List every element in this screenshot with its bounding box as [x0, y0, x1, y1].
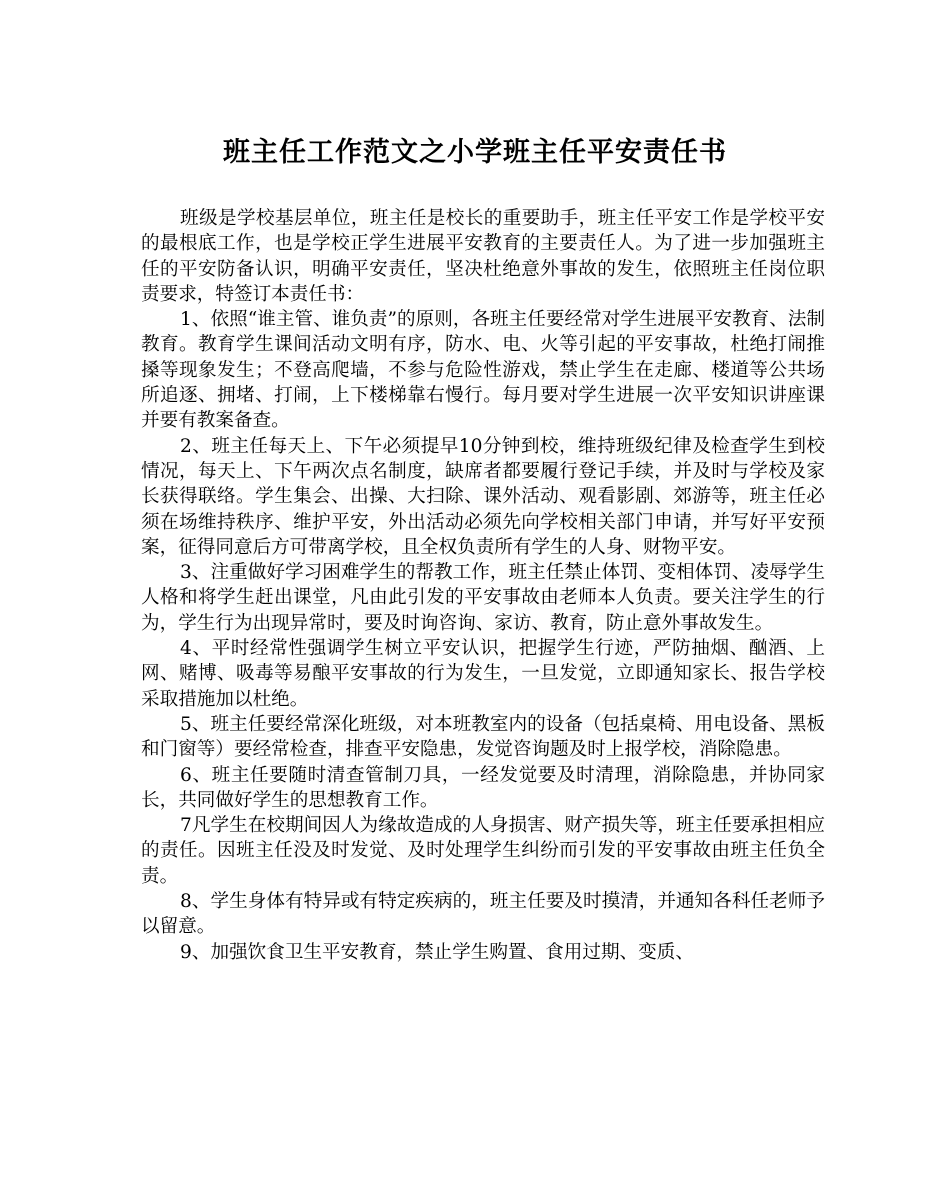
- document-title: 班主任工作范文之小学班主任平安责任书: [223, 137, 727, 168]
- paragraph-item-4: 4、平时经常性强调学生树立平安认识，把握学生行迹，严防抽烟、酗酒、上网、赌博、吸毒等易酿平安事故的行为发生，一旦发觉，立即通知家长、报告学校采取措施加以杜绝。: [141, 638, 825, 710]
- paragraph-item-9: 9、加强饮食卫生平安教育，禁止学生购置、食用过期、变质、: [180, 941, 694, 963]
- paragraph-item-3: 3、注重做好学习困难学生的帮教工作，班主任禁止体罚、变相体罚、凌辱学生人格和将学生赶出课堂，凡由此引发的平安事故由老师本人负责。要关注学生的行为，学生行为出现异常时，要及时询咨询、家访、教育，防止意外事故发生。: [141, 562, 825, 634]
- document-body: [141, 206, 825, 965]
- paragraph-item-1: 1、依照“谁主管、谁负责”的原则，各班主任要经常对学生进展平安教育、法制教育。教育学生课间活动文明有序，防水、电、火等引起的平安事故，杜绝打闹推搡等现象发生；不登高爬墙，不参与危险性游戏，禁止学生在走廊、楼道等公共场所追逐、拥堵、打闹，上下楼梯靠右慢行。每月要对学生进展一次平安知识讲座课并要有教案备查。: [141, 309, 825, 432]
- paragraph-item-7: 7凡学生在校期间因人为缘故造成的人身损害、财产损失等，班主任要承担相应的责任。因班主任没及时发觉、及时处理学生纠纷而引发的平安事故由班主任负全责。: [141, 815, 825, 887]
- paragraph-intro: 班级是学校基层单位，班主任是校长的重要助手，班主任平安工作是学校平安的最根底工作，也是学校正学生进展平安教育的主要责任人。为了进一步加强班主任的平安防备认识，明确平安责任，坚决杜绝意外事故的发生，依照班主任岗位职责要求，特签订本责任书：: [141, 208, 825, 305]
- paragraph-item-5: 5、班主任要经常深化班级，对本班教室内的设备（包括桌椅、用电设备、黑板和门窗等）要经常检查，排查平安隐患，发觉咨询题及时上报学校，消除隐患。: [141, 713, 825, 761]
- paragraph-item-2: 2、班主任每天上、下午必须提早10分钟到校，维持班级纪律及检查学生到校情况，每天上、下午两次点名制度，缺席者都要履行登记手续，并及时与学校及家长获得联络。学生集会、出操、大扫除、课外活动、观看影剧、郊游等，班主任必须在场维持秩序、维护平安，外出活动必须先向学校相关部门申请，并写好平安预案，征得同意后方可带离学校，且全权负责所有学生的人身、财物平安。: [141, 435, 825, 558]
- paragraph-item-8: 8、学生身体有特异或有特定疾病的，班主任要及时摸清，并通知各科任老师予以留意。: [141, 891, 825, 938]
- paragraph-item-6: 6、班主任要随时清查管制刀具，一经发觉要及时清理，消除隐患，并协同家长，共同做好学生的思想教育工作。: [141, 764, 825, 811]
